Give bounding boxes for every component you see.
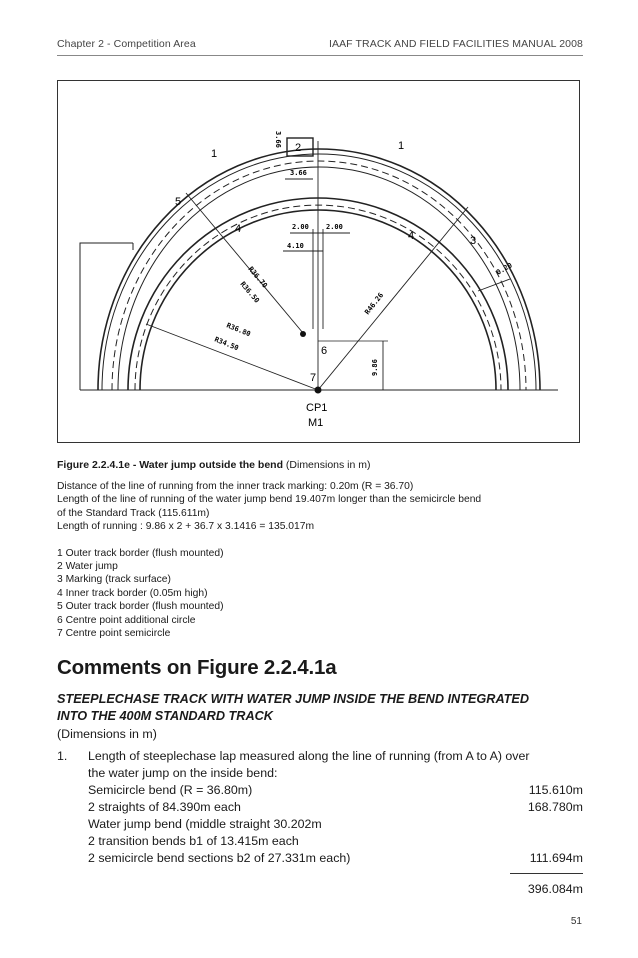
note-line: Distance of the line of running from the inner track marking: 0.20m (R = 36.70)	[57, 481, 414, 492]
label-cp1: CP1	[306, 402, 328, 414]
calc-row-label: Semicircle bend (R = 36.80m)	[88, 783, 253, 797]
radius-r4626	[318, 207, 468, 390]
calc-row-label: 2 semicircle bend sections b2 of 27.331m each)	[88, 851, 351, 865]
radius-label-r3450: R34.50	[213, 335, 240, 353]
label-5: 5	[175, 196, 182, 208]
dim-410: 4.10	[287, 242, 304, 250]
outer-boundary-line	[80, 243, 133, 390]
legend-item: 3 Marking (track surface)	[57, 574, 171, 586]
legend-item: 5 Outer track border (flush mounted)	[57, 601, 224, 613]
calc-row	[88, 817, 583, 831]
calc-row-value: 168.780m	[527, 800, 583, 814]
page-number: 51	[570, 916, 582, 927]
dim-200-left: 2.00	[292, 223, 309, 231]
dim-020: 0.20	[495, 261, 514, 277]
label-4-right: 4	[408, 230, 415, 242]
label-4-left: 4	[235, 223, 242, 235]
dimensions-note: (Dimensions in m)	[57, 727, 157, 741]
total-value: 396.084m	[527, 882, 583, 896]
legend-item: 6 Centre point additional circle	[57, 614, 196, 626]
item-text-line: the water jump on the inside bend:	[88, 766, 278, 780]
radius-label-r3680: R36.80	[225, 321, 252, 339]
total-divider	[510, 873, 583, 874]
calc-row-value: 111.694m	[529, 851, 583, 865]
radius-r3680	[146, 324, 318, 390]
label-1-left: 1	[211, 148, 218, 160]
chapter-header: Chapter 2 - Competition Area	[57, 38, 196, 50]
legend-item: 1 Outer track border (flush mounted)	[57, 547, 224, 559]
radius-r3670	[186, 193, 303, 333]
item-text-line: Length of steeplechase lap measured along the line of running (from A to A) over	[88, 749, 530, 763]
dim-200-right: 2.00	[326, 223, 343, 231]
label-1-right: 1	[398, 140, 405, 152]
calc-row	[88, 800, 583, 814]
header-divider	[57, 55, 583, 56]
label-m1: M1	[308, 417, 324, 429]
figure-caption-units: (Dimensions in m)	[282, 459, 371, 471]
figure-caption	[57, 459, 371, 471]
section-subtitle-line: INTO THE 400M STANDARD TRACK	[57, 709, 273, 723]
note-line: of the Standard Track (115.611m)	[57, 507, 210, 519]
label-6: 6	[321, 345, 328, 357]
legend-item: 7 Centre point semicircle	[57, 628, 171, 640]
calc-row-label: Water jump bend (middle straight 30.202m	[88, 817, 322, 831]
figure-frame	[57, 80, 580, 443]
calc-row	[88, 834, 583, 848]
label-2: 2	[295, 142, 302, 154]
calc-row	[88, 783, 583, 797]
radius-label-r3650: R36.50	[238, 280, 261, 305]
centre-point-6	[300, 331, 306, 337]
manual-title-header: IAAF TRACK AND FIELD FACILITIES MANUAL 2008	[328, 38, 583, 50]
item-number: 1.	[57, 749, 68, 763]
label-7: 7	[310, 372, 317, 384]
dim-366-vertical: 3.66	[274, 131, 282, 148]
legend-item: 2 Water jump	[57, 561, 118, 573]
dim-986: 9.86	[371, 359, 379, 376]
label-3: 3	[470, 235, 477, 247]
radius-label-r3670: R36.70	[246, 265, 269, 290]
section-title: Comments on Figure 2.2.4.1a	[57, 656, 337, 679]
figure-caption-title: Figure 2.2.4.1e - Water jump outside the bend	[57, 459, 283, 471]
legend-item: 4 Inner track border (0.05m high)	[57, 587, 208, 599]
radius-label-r4626: R46.26	[363, 291, 386, 317]
water-jump-diagram	[58, 81, 581, 444]
outer-track-border-arc	[98, 149, 540, 390]
calc-row-label: 2 straights of 84.390m each	[88, 800, 241, 814]
figure-notes	[57, 480, 582, 640]
calc-row	[88, 851, 583, 865]
calc-row-label: 2 transition bends b1 of 13.415m each	[88, 834, 299, 848]
note-line: Length of running : 9.86 x 2 + 36.7 x 3.1416 = 135.017m	[57, 521, 315, 533]
dim-366-horizontal: 3.66	[290, 169, 307, 177]
centre-point-7	[315, 387, 322, 394]
calc-row-value: 115.610m	[528, 783, 583, 797]
note-line: Length of the line of running of the water jump bend 19.407m longer than the semicircle bend	[57, 494, 482, 506]
section-subtitle	[57, 691, 587, 725]
section-subtitle-line: STEEPLECHASE TRACK WITH WATER JUMP INSIDE THE BEND INTEGRATED	[57, 692, 530, 706]
